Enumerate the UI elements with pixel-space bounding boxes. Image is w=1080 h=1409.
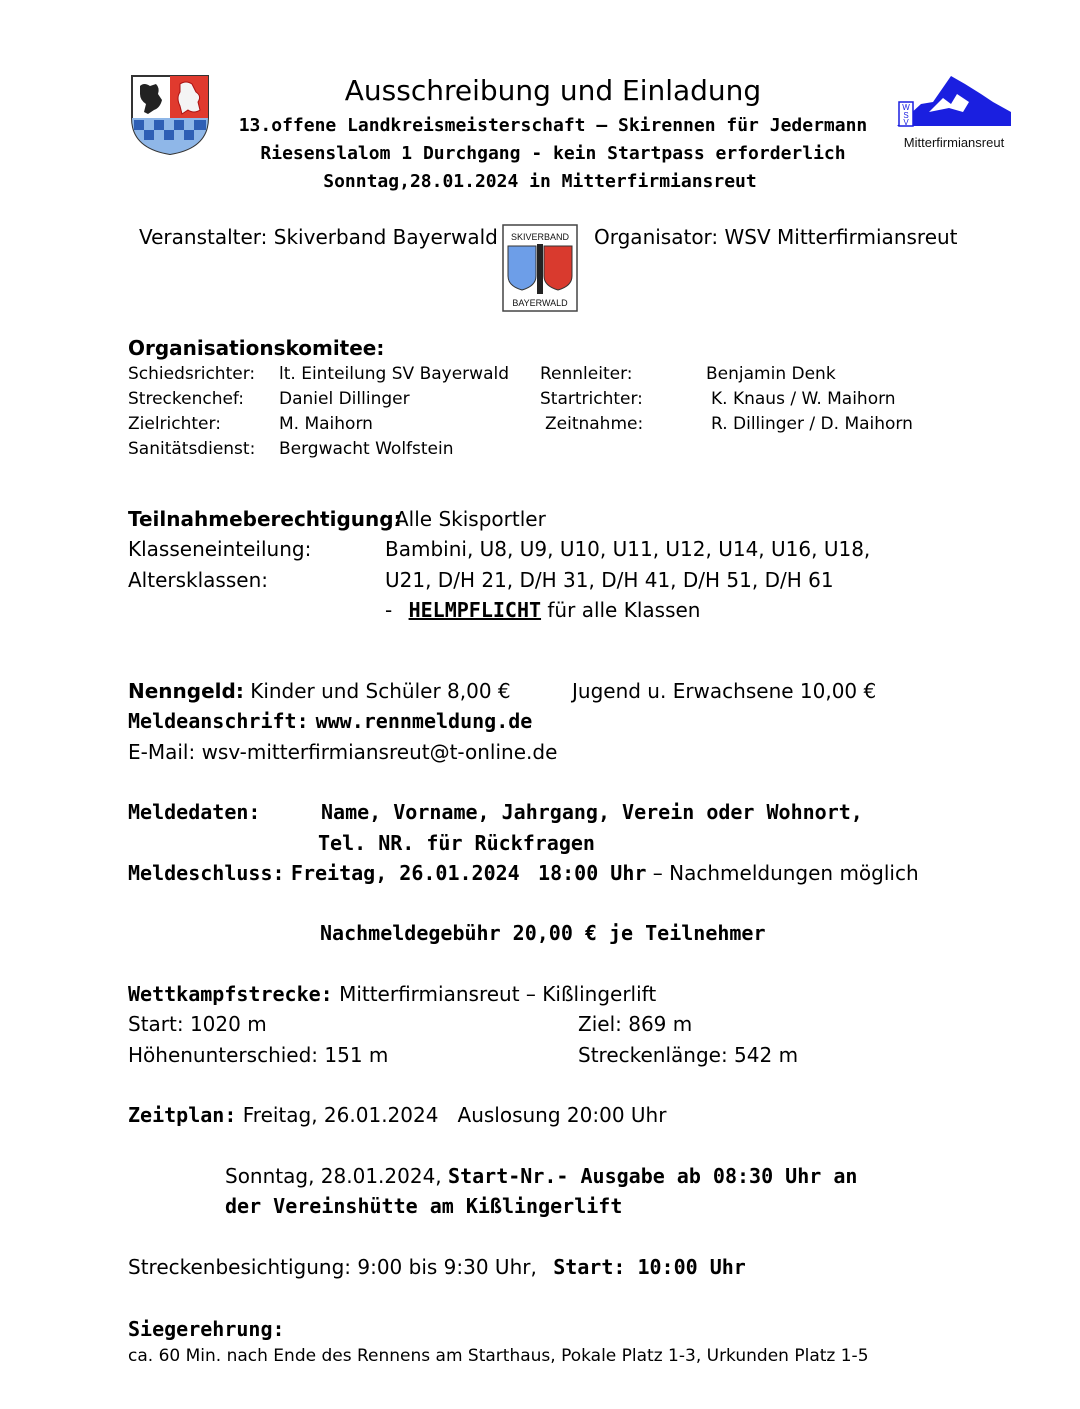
classes-line: Bambini, U8, U9, U10, U11, U12, U14, U16, U18, — [385, 537, 871, 561]
schedule-inspection — [128, 1255, 746, 1279]
deadline-line — [128, 861, 919, 885]
committee-label: Sanitätsdienst: — [128, 439, 256, 459]
committee-value: K. Knaus / W. Maihorn — [711, 389, 896, 409]
event-subtitle: 13.offene Landkreismeisterschaft – Skirennen für Jedermann — [238, 115, 868, 136]
schedule-sunday-location: der Vereinshütte am Kißlingerlift — [225, 1194, 623, 1218]
committee-value: Benjamin Denk — [706, 364, 836, 384]
committee-value: Daniel Dillinger — [279, 389, 410, 409]
ceremony-value: ca. 60 Min. nach Ende des Rennens am Starthaus, Pokale Platz 1-3, Urkunden Platz 1-5 — [128, 1346, 869, 1366]
registration-line: Tel. NR. für Rückfragen — [318, 831, 595, 855]
fee-label: Nenngeld: — [128, 679, 244, 703]
inspection-text: Streckenbesichtigung: 9:00 bis 9:30 Uhr, — [128, 1255, 537, 1279]
schedule-friday: Freitag, 26.01.2024 Auslosung 20:00 Uhr — [242, 1103, 667, 1127]
committee-value: M. Maihorn — [279, 414, 373, 434]
logo-caption: Mitterfirmiansreut — [903, 135, 1005, 150]
svg-text:W: W — [902, 103, 910, 112]
deadline-label: Meldeschluss: — [128, 861, 285, 885]
svg-text:V: V — [903, 118, 909, 127]
deadline-date: Freitag, 26.01.2024 — [290, 861, 520, 885]
committee-label: Zielrichter: — [128, 414, 221, 434]
schedule-line — [128, 1103, 666, 1127]
schedule-sunday — [225, 1164, 857, 1188]
deadline-rest: – Nachmeldungen möglich — [652, 861, 919, 885]
committee-label: Startrichter: — [540, 389, 643, 409]
eligibility-value: Alle Skisportler — [395, 507, 546, 531]
committee-value: Bergwacht Wolfstein — [279, 439, 454, 459]
course-value: Mitterfirmiansreut – Kißlingerlift — [339, 982, 657, 1006]
address-link[interactable]: www.rennmeldung.de — [315, 709, 533, 733]
committee-label: Zeitnahme: — [545, 414, 644, 434]
committee-label: Schiedsrichter: — [128, 364, 256, 384]
course-start: Start: 1020 m — [128, 1012, 267, 1036]
course-label: Wettkampfstrecke: — [128, 982, 333, 1006]
committee-label: Streckenchef: — [128, 389, 245, 409]
classes-label: Klasseneinteilung: — [128, 537, 312, 561]
committee-value: lt. Einteilung SV Bayerwald — [279, 364, 509, 384]
address-label: Meldeanschrift: — [128, 709, 309, 733]
course-finish: Ziel: 869 m — [578, 1012, 693, 1036]
email-line[interactable]: E-Mail: wsv-mitterfirmiansreut@t-online.de — [128, 740, 558, 764]
classes-line: U21, D/H 21, D/H 31, D/H 41, D/H 51, D/H 61 — [385, 568, 834, 592]
address-line — [128, 709, 532, 733]
age-classes-label: Altersklassen: — [128, 568, 268, 592]
fee-adults: Jugend u. Erwachsene 10,00 € — [572, 679, 877, 703]
course-height-diff: Höhenunterschied: 151 m — [128, 1043, 389, 1067]
helmet-rest: für alle Klassen — [547, 598, 701, 622]
veranstalter-text: Veranstalter: Skiverband Bayerwald — [139, 225, 498, 249]
skiverband-bayerwald-badge-icon — [502, 224, 578, 312]
event-date: Sonntag,28.01.2024 in Mitterfirmiansreut — [323, 171, 757, 192]
helmet-line — [385, 598, 700, 622]
fee-kids: Kinder und Schüler 8,00 € — [250, 679, 511, 703]
helmet-requirement: HELMPFLICHT — [408, 598, 542, 622]
fee-line — [128, 679, 511, 703]
schedule-sunday-bold: Start-Nr.- Ausgabe ab 08:30 Uhr an — [448, 1164, 858, 1188]
late-fee: Nachmeldegebühr 20,00 € je Teilnehmer — [320, 921, 766, 945]
ceremony-label: Siegerehrung: — [128, 1317, 285, 1341]
start-time: Start: 10:00 Uhr — [553, 1255, 746, 1279]
committee-value: R. Dillinger / D. Maihorn — [711, 414, 913, 434]
registration-label: Meldedaten: — [128, 800, 261, 824]
committee-heading: Organisationskomitee: — [128, 336, 385, 360]
organisator-text: Organisator: WSV Mitterfirmiansreut — [594, 225, 958, 249]
course-line — [128, 982, 656, 1006]
course-length: Streckenlänge: 542 m — [578, 1043, 799, 1067]
page-title: Ausschreibung und Einladung — [344, 74, 762, 107]
badge-bottom-text: BAYERWALD — [512, 298, 568, 308]
badge-top-text: SKIVERBAND — [510, 232, 570, 242]
schedule-sunday-prefix: Sonntag, 28.01.2024, — [225, 1164, 449, 1188]
helmet-prefix: - — [385, 598, 393, 622]
committee-label: Rennleiter: — [540, 364, 633, 384]
schedule-label: Zeitplan: — [128, 1103, 237, 1127]
event-format: Riesenslalom 1 Durchgang - kein Startpass erforderlich — [260, 143, 846, 164]
eligibility-label: Teilnahmeberechtigung: — [128, 507, 402, 531]
svg-text:S: S — [903, 111, 909, 120]
registration-line: Name, Vorname, Jahrgang, Verein oder Wohnort, — [321, 800, 863, 824]
deadline-time: 18:00 Uhr — [538, 861, 647, 885]
